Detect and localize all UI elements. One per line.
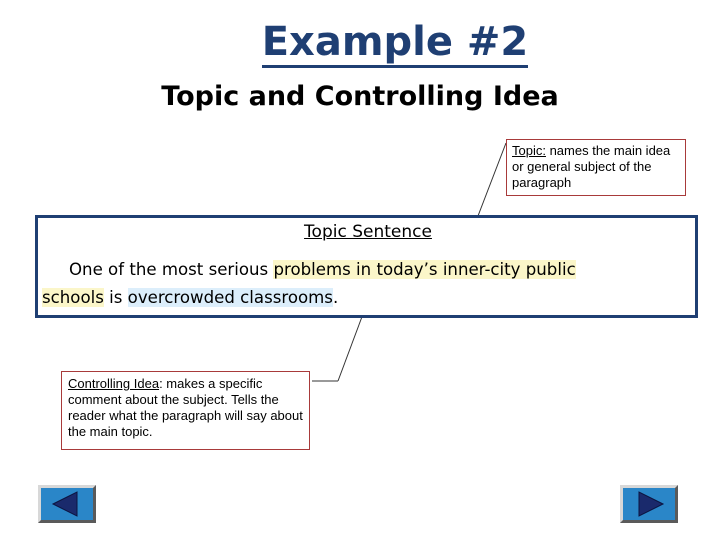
sentence-end: .	[332, 288, 339, 307]
sentence-lead: One of the most serious	[69, 260, 274, 279]
sentence-topic-part-2: schools	[42, 288, 104, 307]
topic-callout	[506, 139, 686, 196]
triangle-right-icon	[623, 488, 675, 520]
controlling-callout-term: Controlling Idea	[68, 376, 160, 391]
topic-sentence-box	[35, 215, 698, 318]
topic-callout-definition: names the main idea or general subject of the paragraph	[512, 143, 671, 190]
sentence-middle: is	[103, 288, 128, 307]
controlling-callout-definition: : makes a specific comment about the subject. Tells the reader what the paragraph will say about the main topic.	[68, 376, 303, 439]
next-slide-button[interactable]	[620, 485, 678, 523]
topic-sentence	[42, 256, 692, 312]
sentence-topic-part-1: problems in today’s inner-city public	[273, 260, 576, 279]
topic-sentence-label: Topic Sentence	[288, 222, 448, 242]
slide-title-text: Example #2	[262, 19, 529, 68]
topic-callout-term: Topic:	[512, 143, 546, 158]
slide-subtitle: Topic and Controlling Idea	[161, 81, 559, 112]
slide-title	[0, 16, 720, 68]
triangle-left-icon	[41, 488, 93, 520]
controlling-idea-callout	[61, 371, 310, 450]
previous-slide-button[interactable]	[38, 485, 96, 523]
sentence-controlling-idea: overcrowded classrooms	[127, 288, 333, 307]
